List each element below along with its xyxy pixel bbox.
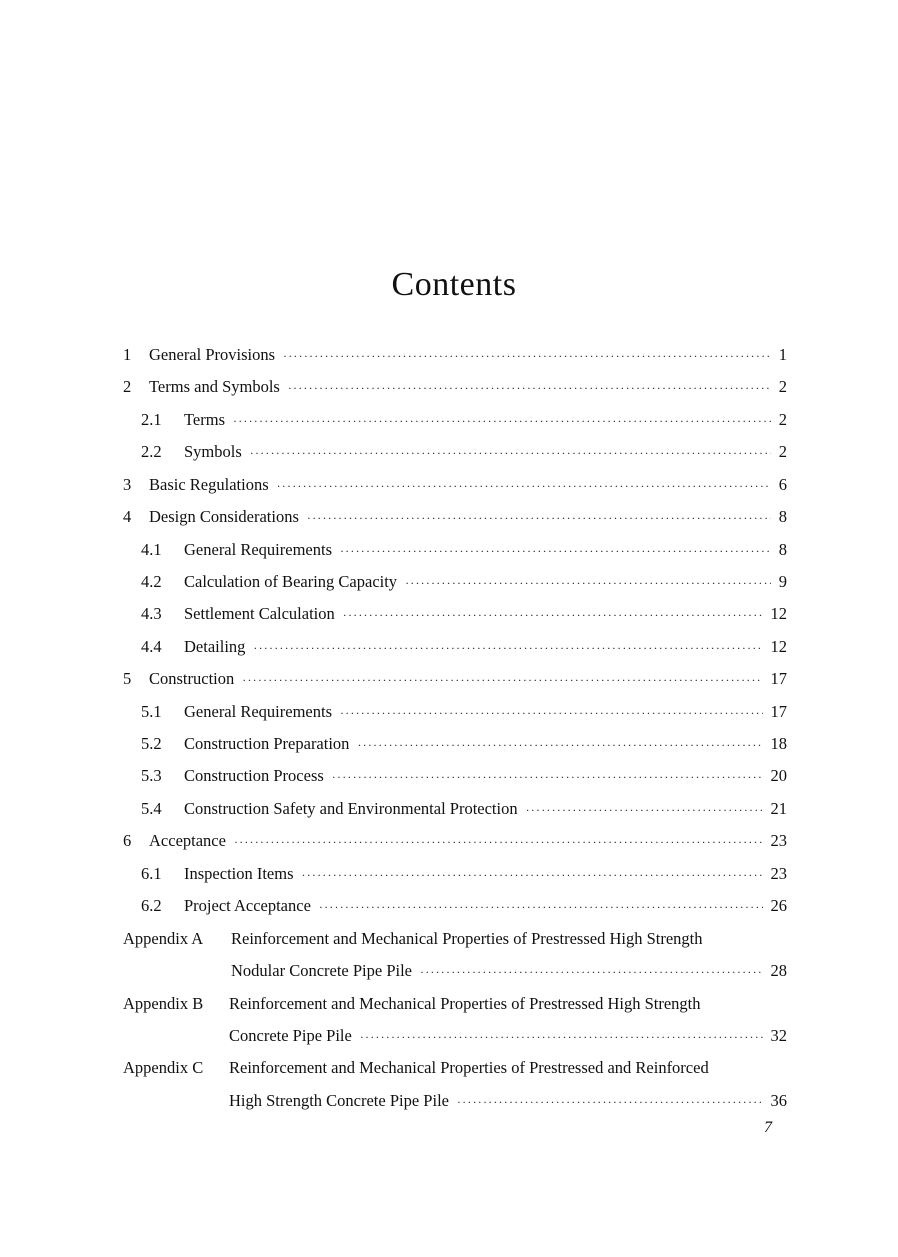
toc-leader-dots <box>242 670 762 690</box>
toc-entry-number: 1 <box>123 345 132 364</box>
toc-appendix-title-cont: Nodular Concrete Pipe Pile <box>231 961 413 980</box>
toc-appendix-title-cont: Concrete Pipe Pile <box>229 1026 352 1045</box>
toc-leader-dots <box>234 832 763 852</box>
toc-entry-number: 2.2 <box>141 442 162 461</box>
toc-entry-page: 2 <box>778 442 787 461</box>
toc-entry-page: 2 <box>778 377 787 396</box>
toc-appendix-a-line1[interactable] <box>123 929 787 961</box>
toc-entry-4-3[interactable] <box>141 604 787 636</box>
toc-entry-number: 4.1 <box>141 540 162 559</box>
toc-entry-label: General Requirements <box>184 702 332 721</box>
toc-entry-6-2[interactable] <box>141 896 787 928</box>
toc-entry-page: 32 <box>770 1026 787 1045</box>
toc-entry-label: General Provisions <box>149 345 276 364</box>
toc-entry-page: 20 <box>770 766 787 785</box>
toc-leader-dots <box>319 897 763 917</box>
toc-entry-page: 2 <box>778 410 787 429</box>
toc-appendix-c-line1[interactable] <box>123 1058 787 1090</box>
toc-leader-dots <box>332 767 763 787</box>
toc-leader-dots <box>250 443 771 463</box>
toc-leader-dots <box>253 638 762 658</box>
toc-entry-5-2[interactable] <box>141 734 787 766</box>
toc-leader-dots <box>405 573 771 593</box>
toc-entry-4-2[interactable] <box>141 572 787 604</box>
toc-leader-dots <box>360 1027 763 1047</box>
toc-entry-4-4[interactable] <box>141 637 787 669</box>
toc-entry-number: 6.1 <box>141 864 162 883</box>
toc-entry-2-1[interactable] <box>141 410 787 442</box>
toc-entry-label: Terms <box>184 410 226 429</box>
toc-appendix-title: Reinforcement and Mechanical Properties of Prestressed High Strength <box>229 994 701 1013</box>
toc-leader-dots <box>302 865 763 885</box>
toc-entry-5[interactable] <box>123 669 787 701</box>
toc-entry-page: 9 <box>778 572 787 591</box>
toc-entry-3[interactable] <box>123 475 787 507</box>
toc-entry-page: 17 <box>770 702 787 721</box>
toc-leader-dots <box>457 1092 763 1112</box>
toc-leader-dots <box>420 962 762 982</box>
page-title: Contents <box>391 266 517 303</box>
toc-entry-label: Basic Regulations <box>149 475 269 494</box>
toc-leader-dots <box>340 541 771 561</box>
toc-entry-1[interactable] <box>123 345 787 377</box>
toc-entry-4[interactable] <box>123 507 787 539</box>
toc-entry-label: Construction Safety and Environmental Protection <box>184 799 518 818</box>
toc-entry-page: 26 <box>770 896 787 915</box>
toc-entry-label: Construction Preparation <box>184 734 350 753</box>
toc-appendix-b-line1[interactable] <box>123 994 787 1026</box>
toc-entry-label: Terms and Symbols <box>149 377 280 396</box>
toc-leader-dots <box>307 508 771 528</box>
toc-entry-page: 1 <box>778 345 787 364</box>
toc-entry-6-1[interactable] <box>141 864 787 896</box>
toc-leader-dots <box>277 476 771 496</box>
toc-appendix-label: Appendix B <box>123 994 204 1013</box>
toc-entry-6[interactable] <box>123 831 787 863</box>
toc-entry-label: Inspection Items <box>184 864 294 883</box>
toc-leader-dots <box>343 605 763 625</box>
toc-entry-number: 2 <box>123 377 132 396</box>
toc-appendix-c-line2[interactable] <box>229 1091 787 1123</box>
toc-entry-number: 3 <box>123 475 132 494</box>
toc-entry-page: 6 <box>778 475 787 494</box>
toc-appendix-title-cont: High Strength Concrete Pipe Pile <box>229 1091 449 1110</box>
toc-entry-label: Calculation of Bearing Capacity <box>184 572 398 591</box>
toc-entry-number: 4.2 <box>141 572 162 591</box>
toc-entry-label: Symbols <box>184 442 242 461</box>
toc-entry-page: 21 <box>770 799 787 818</box>
toc-appendix-label: Appendix C <box>123 1058 204 1077</box>
toc-entry-page: 17 <box>770 669 787 688</box>
toc-leader-dots <box>526 800 763 820</box>
toc-entry-label: Project Acceptance <box>184 896 311 915</box>
toc-appendix-b-line2[interactable] <box>229 1026 787 1058</box>
toc-entry-number: 6.2 <box>141 896 162 915</box>
toc-entry-label: Design Considerations <box>149 507 299 526</box>
toc-entry-5-3[interactable] <box>141 766 787 798</box>
toc-entry-number: 6 <box>123 831 132 850</box>
toc-entry-page: 23 <box>770 831 787 850</box>
toc-entry-label: Construction <box>149 669 235 688</box>
toc-leader-dots <box>357 735 762 755</box>
toc-appendix-title: Reinforcement and Mechanical Properties of Prestressed and Reinforced <box>229 1058 709 1077</box>
toc-entry-page: 23 <box>770 864 787 883</box>
toc-entry-4-1[interactable] <box>141 540 787 572</box>
toc-entry-number: 5.4 <box>141 799 162 818</box>
toc-entry-page: 12 <box>770 637 787 656</box>
toc-entry-number: 5.3 <box>141 766 162 785</box>
toc-entry-5-1[interactable] <box>141 702 787 734</box>
toc-entry-page: 18 <box>770 734 787 753</box>
toc-appendix-title: Reinforcement and Mechanical Properties of Prestressed High Strength <box>231 929 703 948</box>
toc-entry-number: 2.1 <box>141 410 162 429</box>
toc-entry-page: 36 <box>770 1091 787 1110</box>
toc-entry-label: Acceptance <box>149 831 226 850</box>
toc-leader-dots <box>233 411 771 431</box>
toc-entry-number: 4.4 <box>141 637 162 656</box>
toc-entry-number: 4.3 <box>141 604 162 623</box>
toc-leader-dots <box>283 346 771 366</box>
toc-entry-page: 28 <box>770 961 787 980</box>
toc-entry-page: 8 <box>778 507 787 526</box>
toc-entry-label: Settlement Calculation <box>184 604 335 623</box>
toc-appendix-label: Appendix A <box>123 929 204 948</box>
page-number: 7 <box>764 1119 772 1136</box>
toc-entry-number: 5 <box>123 669 132 688</box>
toc-entry-number: 4 <box>123 507 132 526</box>
toc-entry-page: 8 <box>778 540 787 559</box>
toc-entry-label: Detailing <box>184 637 246 656</box>
toc-entry-5-4[interactable] <box>141 799 787 831</box>
toc-appendix-a-line2[interactable] <box>231 961 787 993</box>
toc-entry-number: 5.1 <box>141 702 162 721</box>
toc-entry-2[interactable] <box>123 377 787 409</box>
toc-leader-dots <box>288 378 771 398</box>
toc-entry-label: General Requirements <box>184 540 332 559</box>
toc-entry-label: Construction Process <box>184 766 324 785</box>
toc-entry-2-2[interactable] <box>141 442 787 474</box>
toc-entry-page: 12 <box>770 604 787 623</box>
toc-entry-number: 5.2 <box>141 734 162 753</box>
toc-leader-dots <box>340 703 763 723</box>
